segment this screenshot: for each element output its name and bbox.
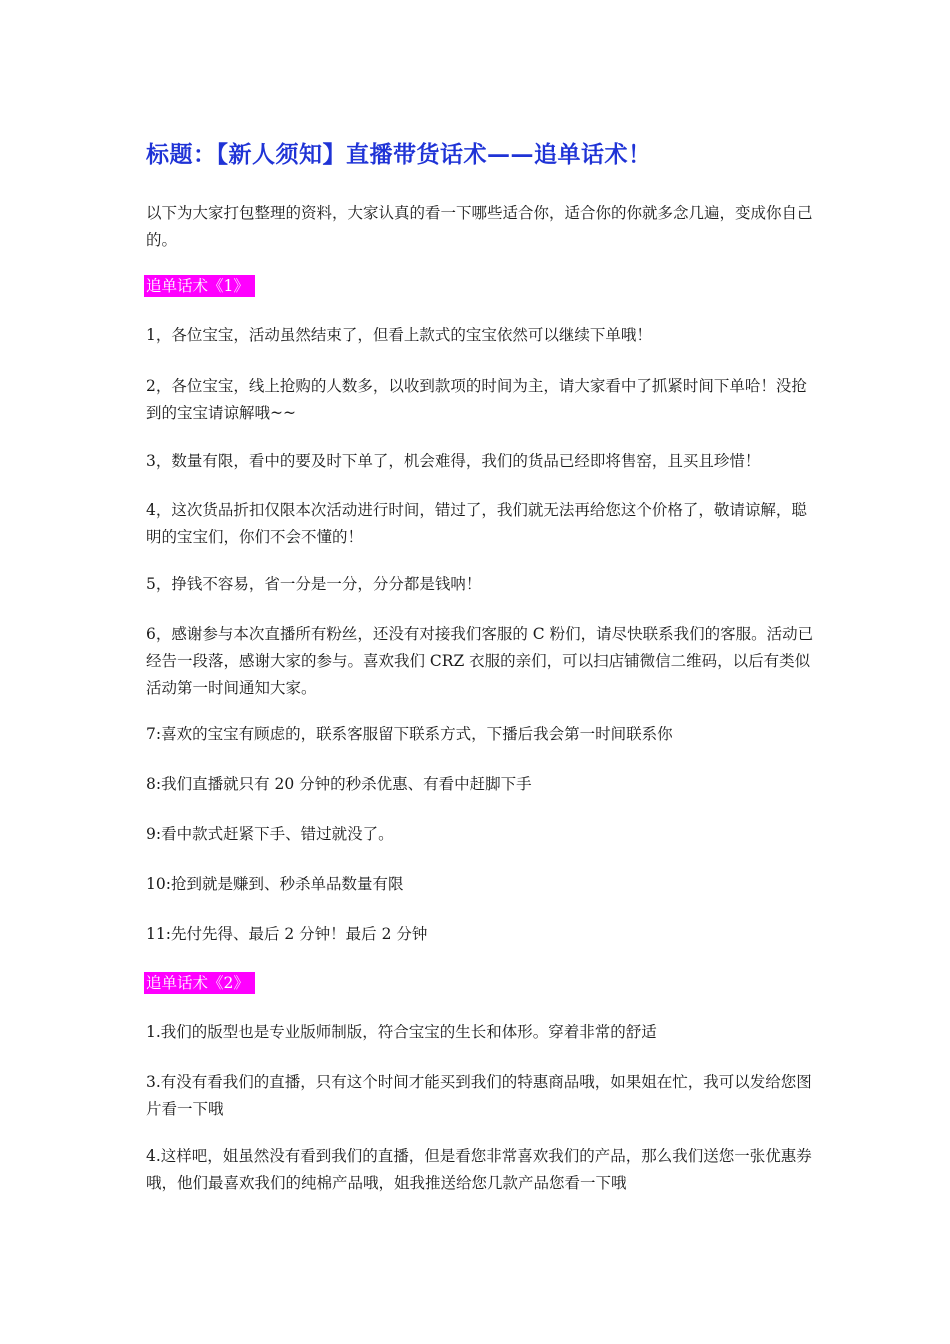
list-item: 1.我们的版型也是专业版师制版，符合宝宝的生长和体形。穿着非常的舒适 — [146, 1023, 657, 1041]
section-heading-1: 追单话术《1》 — [144, 275, 255, 297]
section-heading-2: 追单话术《2》 — [144, 972, 255, 994]
list-item: 7:喜欢的宝宝有顾虑的，联系客服留下联系方式，下播后我会第一时间联系你 — [146, 725, 673, 743]
intro-paragraph: 以下为大家打包整理的资料，大家认真的看一下哪些适合你，适合你的你就多念几遍，变成你自己的。 — [146, 204, 813, 249]
list-item: 11:先付先得、最后 2 分钟！最后 2 分钟 — [146, 925, 428, 943]
list-item: 3，数量有限，看中的要及时下单了，机会难得，我们的货品已经即将售窑，且买且珍惜！ — [146, 452, 761, 470]
list-item: 10:抢到就是赚到、秒杀单品数量有限 — [146, 875, 404, 893]
list-item: 1，各位宝宝，活动虽然结束了，但看上款式的宝宝依然可以继续下单哦！ — [146, 326, 652, 344]
list-item: 6，感谢参与本次直播所有粉丝，还没有对接我们客服的 C 粉们，请尽快联系我们的客服。活动已经告一段落，感谢大家的参与。喜欢我们 CRZ 衣服的亲们，可以扫店铺微信二维码，以后有类似活动第一时间通知大家。 — [146, 625, 814, 697]
list-item: 3.有没有看我们的直播，只有这个时间才能买到我们的特惠商品哦，如果姐在忙，我可以发给您图片看一下哦 — [146, 1073, 812, 1118]
list-item: 9:看中款式赶紧下手、错过就没了。 — [146, 825, 394, 843]
document-title: 标题：【新人须知】直播带货话术——追单话术！ — [146, 141, 652, 168]
list-item: 2，各位宝宝，线上抢购的人数多，以收到款项的时间为主，请大家看中了抓紧时间下单哈！没抢到的宝宝请谅解哦~~ — [146, 377, 807, 422]
list-item: 4.这样吧，姐虽然没有看到我们的直播，但是看您非常喜欢我们的产品，那么我们送您一张优惠券哦，他们最喜欢我们的纯棉产品哦，姐我推送给您几款产品您看一下哦 — [146, 1147, 812, 1192]
list-item: 4，这次货品折扣仅限本次活动进行时间，错过了，我们就无法再给您这个价格了，敬请谅解，聪明的宝宝们，你们不会不懂的！ — [146, 501, 807, 546]
list-item: 5，挣钱不容易，省一分是一分，分分都是钱呐！ — [146, 575, 482, 593]
list-item: 8:我们直播就只有 20 分钟的秒杀优惠、有看中赶脚下手 — [146, 775, 532, 793]
